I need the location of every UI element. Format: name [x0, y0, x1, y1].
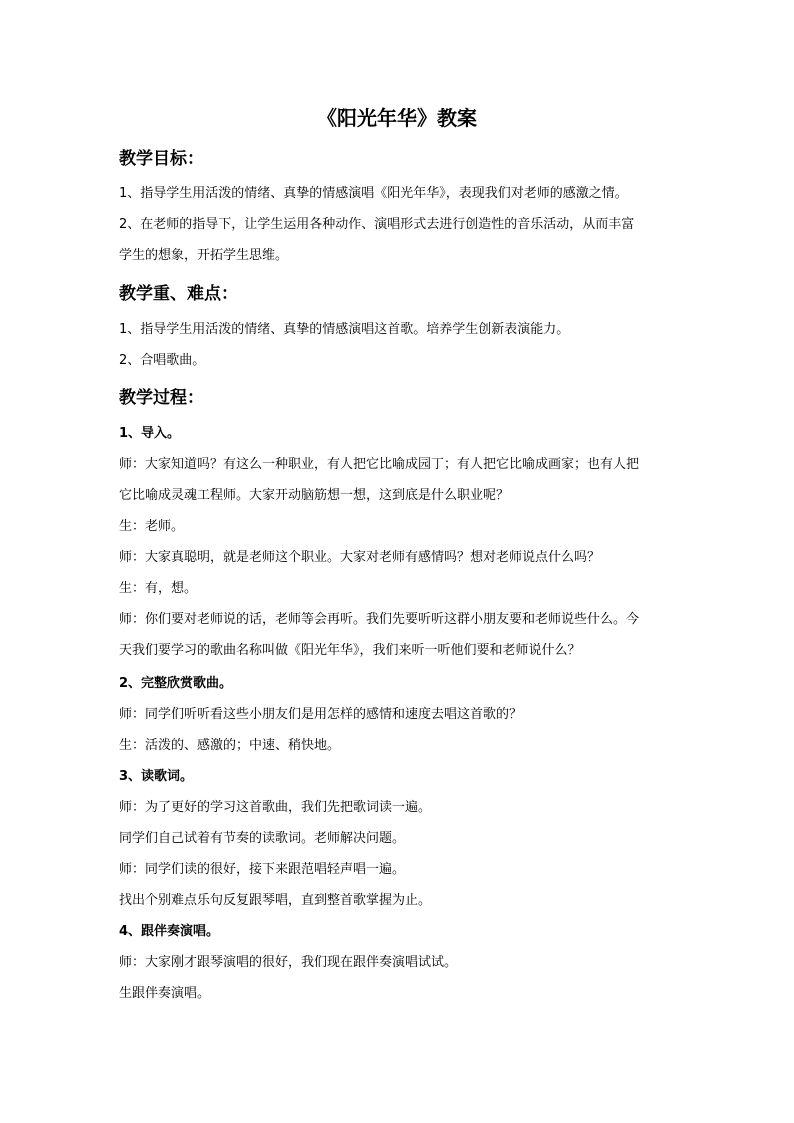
step-1-line-3: 生：老师。 [119, 519, 185, 534]
step-1-line-6: 师：你们要对老师说的话，老师等会再听。我们先要听听这群小朋友要和老师说些什么。今 [119, 612, 640, 627]
step-2-title: 2、完整欣赏歌曲。 [119, 676, 233, 691]
heading-goals: 教学目标： [119, 149, 204, 169]
goals-line-3: 学生的想象，开拓学生思维。 [119, 248, 289, 263]
step-4-title: 4、跟伴奏演唱。 [119, 924, 220, 939]
key-points-line-1: 1、指导学生用活泼的情绪、真挚的情感演唱这首歌。培养学生创新表演能力。 [119, 322, 570, 337]
step-1-title: 1、导入。 [119, 426, 181, 441]
step-1-line-7: 天我们要学习的歌曲名称叫做《阳光年华》，我们来听一听他们要和老师说什么？ [119, 643, 581, 658]
step-3-line-4: 找出个别难点乐句反复跟琴唱，直到整首歌掌握为止。 [119, 893, 432, 908]
step-3-line-1: 师：为了更好的学习这首歌曲，我们先把歌词读一遍。 [119, 800, 432, 815]
step-2-line-1: 师：同学们听听看这些小朋友们是用怎样的感情和速度去唱这首歌的？ [119, 707, 523, 722]
key-points-line-2: 2、合唱歌曲。 [119, 353, 206, 368]
step-1-line-4: 师：大家真聪明，就是老师这个职业。大家对老师有感情吗？想对老师说点什么吗？ [119, 550, 601, 565]
heading-process: 教学过程： [119, 388, 204, 408]
document-title: 《阳光年华》教案 [317, 106, 477, 130]
step-1-line-2: 它比喻成灵魂工程师。大家开动脑筋想一想，这到底是什么职业呢？ [119, 488, 510, 503]
heading-key-points: 教学重、难点： [119, 284, 238, 304]
goals-line-2: 2、在老师的指导下，让学生运用各种动作、演唱形式去进行创造性的音乐活动，从而丰富 [119, 217, 635, 232]
step-3-title: 3、读歌词。 [119, 769, 194, 784]
step-2-line-2: 生：活泼的、感激的；中速、稍快地。 [119, 738, 341, 753]
step-1-line-5: 生：有，想。 [119, 581, 198, 596]
step-3-line-2: 同学们自己试着有节奏的读歌词。老师解决问题。 [119, 831, 406, 846]
step-3-line-3: 师：同学们读的很好，接下来跟范唱轻声唱一遍。 [119, 862, 406, 877]
step-4-line-2: 生跟伴奏演唱。 [119, 986, 211, 1001]
step-1-line-1: 师：大家知道吗？有这么一种职业，有人把它比喻成园丁；有人把它比喻成画家；也有人把 [119, 457, 640, 472]
goals-line-1: 1、指导学生用活泼的情绪、真挚的情感演唱《阳光年华》，表现我们对老师的感激之情。 [119, 186, 628, 201]
step-4-line-1: 师：大家刚才跟琴演唱的很好，我们现在跟伴奏演唱试试。 [119, 955, 458, 970]
